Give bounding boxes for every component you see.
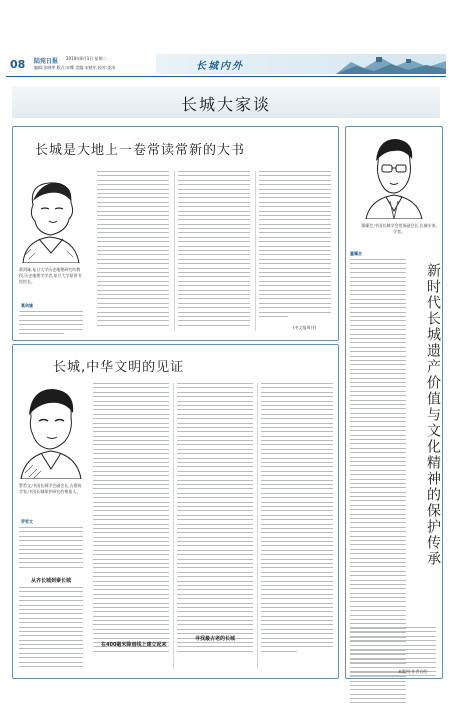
article-2-caption: 罗哲文,中国长城学会副会长,古建筑学家,中国长城保护研究的奠基人。 (19, 483, 82, 494)
article-3-box (345, 126, 443, 679)
article-3-byline: 董耀会 (350, 251, 362, 256)
editor-line: 编辑:张晓华 版式:宋娜 美编:宋晓军 校对:姜涛 (34, 65, 116, 70)
mountain-illustration (336, 54, 446, 74)
header-rule (6, 76, 446, 77)
page-header (6, 54, 446, 76)
article-1-box (12, 126, 339, 341)
article-2-col-0 (19, 527, 83, 571)
masthead-logo: 陆宛日报 (34, 58, 59, 65)
article-3-caption: 董耀会,中国长城学会常务副会长,长城专家,学者。 (361, 223, 437, 234)
article-2-box (12, 344, 339, 679)
article-2-col-0b (19, 587, 83, 670)
article-1-caption: 葛剑雄,复旦大学历史地理研究所教授,历史地理学学者,复旦大学原图书馆馆长。 (19, 267, 82, 284)
article-1-col-0 (19, 311, 83, 337)
main-title-band (12, 86, 440, 118)
article-2-subhead-3: 寻找最古老的长城 (195, 636, 236, 642)
article-1-byline: 葛剑雄 (21, 303, 33, 308)
article-2-col-3 (261, 383, 333, 655)
article-2-headline: 长城,中华文明的见证 (53, 360, 185, 375)
article-1-col-1 (97, 171, 169, 329)
article-1-footer: (中文报周刊) (293, 325, 317, 330)
article-2-subhead-2: 在400毫米降雨线上建立起来 (101, 642, 167, 648)
page-number: 08 (10, 58, 26, 71)
portrait-dong-yaohui (364, 135, 424, 219)
article-2-byline: 罗哲文 (21, 519, 33, 524)
portrait-ge-jianxiong (19, 175, 83, 263)
article-3-headline: 新时代长城遗产价值与文化精神的保护传承 (425, 263, 441, 567)
article-1-col-3 (259, 171, 331, 320)
article-2-col-2 (177, 383, 253, 655)
article-2-subhead-1: 从齐长城到秦长城 (31, 578, 72, 584)
article-3-credit: 本版图:作者自绘 (398, 669, 428, 674)
article-1-col-2 (178, 171, 250, 329)
main-title: 长城大家谈 (180, 95, 271, 114)
article-2-col-1 (93, 383, 169, 655)
section-title: 长城内外 (196, 61, 244, 72)
date-line: 2019年8月1日 星期二 (66, 56, 107, 61)
article-1-headline: 长城是大地上一卷常读常新的大书 (35, 143, 246, 158)
portrait-luo-zhewen (19, 383, 83, 479)
